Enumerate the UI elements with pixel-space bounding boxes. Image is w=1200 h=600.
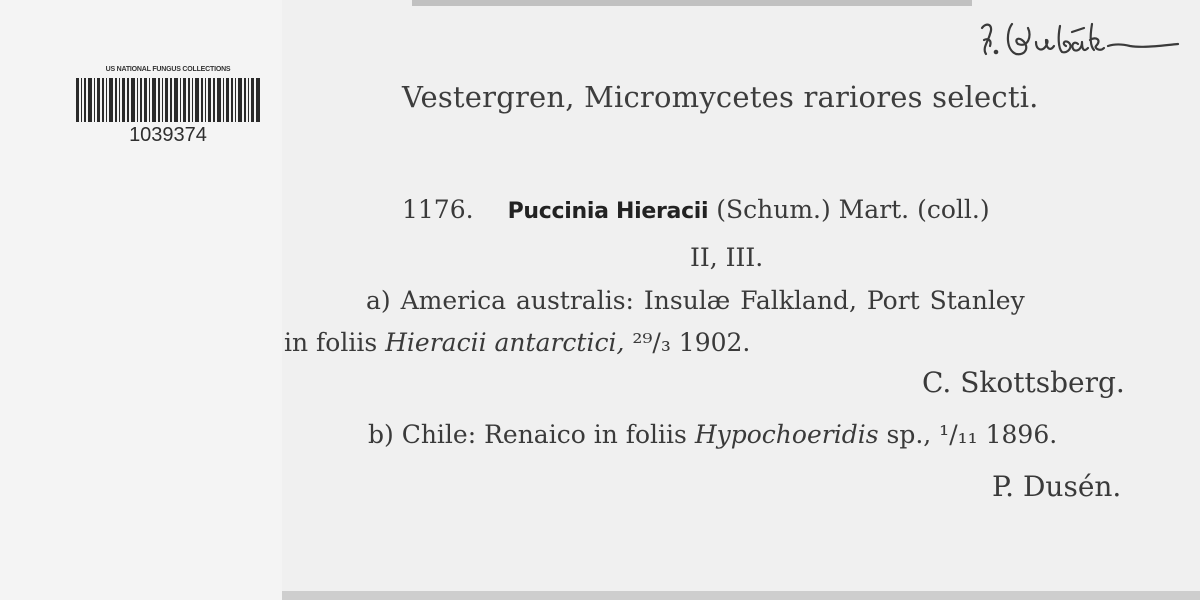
bottom-label-edge — [282, 591, 1200, 600]
locality-b-host: Hypochoeridis — [694, 420, 879, 449]
locality-a-prefix: in foliis — [284, 328, 378, 357]
locality-a-host: Hieracii antarctici, — [385, 328, 625, 357]
locality-b-suffix: sp., ¹/₁₁ 1896. — [886, 420, 1058, 449]
top-label-edge — [412, 0, 972, 6]
specimen-label-card — [282, 0, 1200, 600]
herbarium-sheet-margin — [0, 0, 282, 600]
barcode-label — [68, 62, 268, 146]
handwritten-signature — [972, 10, 1192, 70]
species-line — [402, 195, 990, 224]
locality-a-line2 — [284, 328, 750, 357]
exsiccata-series-title: Vestergren, Micromycetes rariores selecti. — [402, 80, 1039, 114]
collector-b: P. Dusén. — [992, 470, 1122, 503]
collector-a: C. Skottsberg. — [922, 366, 1125, 399]
locality-b — [368, 420, 1057, 449]
spore-stages: II, III. — [690, 243, 764, 272]
locality-b-prefix: b) Chile: Renaico in foliis — [368, 420, 687, 449]
specimen-number: 1176. — [402, 195, 474, 224]
species-author: (Schum.) Mart. (coll.) — [716, 195, 990, 224]
locality-a-date: ²⁹/₃ 1902. — [632, 328, 751, 357]
species-name: Puccinia Hieracii — [507, 199, 709, 224]
locality-a-line1: a) America australis: Insulæ Falkland, Port Stanley — [366, 286, 1025, 315]
barcode-icon — [76, 78, 260, 122]
barcode-number: 1039374 — [129, 124, 207, 146]
barcode-collection-name: US NATIONAL FUNGUS COLLECTIONS — [105, 66, 231, 73]
